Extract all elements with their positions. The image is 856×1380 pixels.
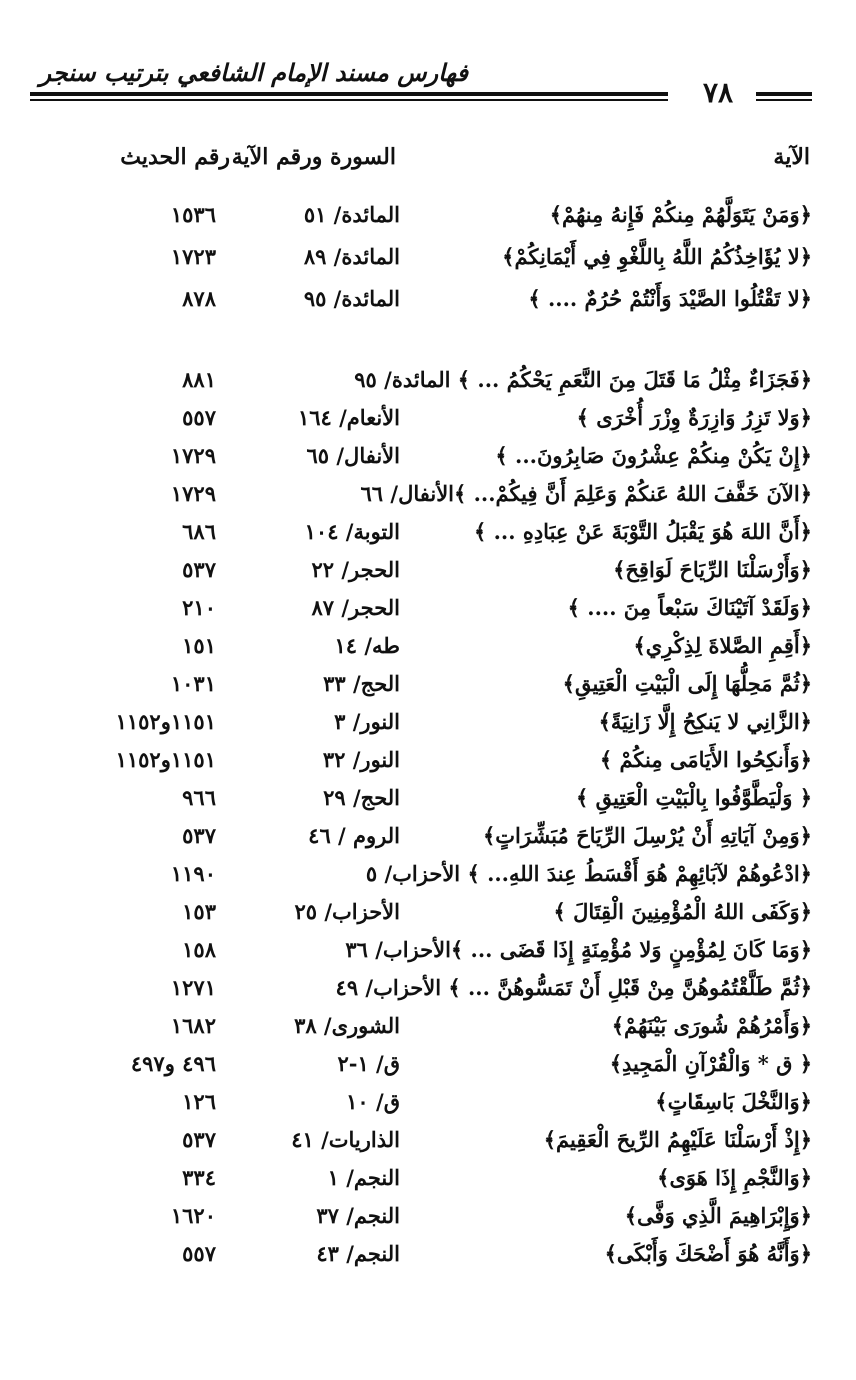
hadith-number: ١٢٦ (182, 1089, 216, 1114)
surah-ref: المائدة/ ٨٩ (303, 244, 400, 269)
header-rule (756, 92, 812, 96)
index-row (0, 823, 856, 859)
page-number: ٧٨ (702, 76, 734, 109)
header-rule (756, 99, 812, 101)
ayah-text: ﴿ ق * وَالْقُرْآنِ الْمَجِيدِ﴾ (609, 1051, 812, 1076)
surah-ref: طه/ ١٤ (334, 633, 400, 658)
surah-ref: النجم/ ٤٣ (316, 1241, 400, 1266)
ayah-text: ﴿وَأَرْسَلْنَا الرِّيَاحَ لَوَاقِحَ﴾ (613, 557, 812, 582)
index-row (0, 1089, 856, 1125)
header-rule (30, 92, 668, 96)
hadith-number: ١١٩٠ (170, 861, 216, 886)
index-row (0, 595, 856, 631)
index-row (0, 671, 856, 707)
index-row (0, 367, 856, 403)
index-row (0, 1127, 856, 1163)
hadith-number: ١٥٣٦ (170, 202, 216, 227)
ayah-text: ﴿وَإِبْرَاهِيمَ الَّذِي وَفَّى﴾ (624, 1203, 812, 1228)
hadith-number: ٩٦٦ (182, 785, 216, 810)
surah-ref: الذاريات/ ٤١ (291, 1127, 400, 1152)
ayah-text: ﴿إِذْ أَرْسَلْنَا عَلَيْهِمُ الرِّيحَ الْعَقِيمَ﴾ (543, 1127, 812, 1152)
surah-ref: الروم / ٤٦ (308, 823, 400, 848)
ayah-text: ﴿أَقِمِ الصَّلاةَ لِذِكْرِي﴾ (633, 633, 812, 658)
surah-ref: الحج/ ٢٩ (323, 785, 400, 810)
surah-ref: النور/ ٣٢ (322, 747, 400, 772)
index-row (0, 747, 856, 783)
surah-ref: ق/ ١٠ (346, 1089, 400, 1114)
surah-ref: الأنعام/ ١٦٤ (297, 405, 400, 430)
surah-ref: التوبة/ ١٠٤ (304, 519, 400, 544)
index-row (0, 633, 856, 669)
ayah-text: ﴿فَجَزَاءٌ مِثْلُ مَا قَتَلَ مِنَ النَّعَمِ يَحْكُمُ ... ﴾ المائدة/ ٩٥ (354, 367, 812, 392)
hadith-number: ١٧٢٩ (170, 481, 216, 506)
hadith-number: ١٢٧١ (170, 975, 216, 1000)
ayah-text: ﴿أَنَّ اللهَ هُوَ يَقْبَلُ التَّوْبَةَ عَنْ عِبَادِهِ ... ﴾ (473, 519, 812, 544)
ayah-text: ﴿لا يُؤَاخِذُكُمُ اللَّهُ بِاللَّغْوِ فِي أَيْمَانِكُمْ﴾ (502, 244, 812, 269)
hadith-number: ٥٥٧ (182, 405, 216, 430)
surah-ref: الحج/ ٣٣ (323, 671, 400, 696)
ayah-text: ﴿وَلا تَزِرُ وَازِرَةٌ وِزْرَ أُخْرَى ﴾ (576, 405, 812, 430)
index-row (0, 861, 856, 897)
ayah-text: ﴿وَكَفَى اللهُ الْمُؤْمِنِينَ الْقِتَالَ ﴾ (553, 899, 812, 924)
hadith-number: ١٥٨ (182, 937, 216, 962)
hadith-number: ٥٣٧ (182, 557, 216, 582)
ayah-text: ﴿ وَلْيَطَّوَّفُوا بِالْبَيْتِ الْعَتِيقِ ﴾ (575, 785, 812, 810)
surah-ref: الشورى/ ٣٨ (294, 1013, 400, 1038)
hadith-number: ١٦٨٢ (170, 1013, 216, 1038)
hadith-number: ٢١٠ (182, 595, 216, 620)
ayah-text: ﴿إِنْ يَكُنْ مِنكُمْ عِشْرُونَ صَابِرُونَ... ﴾ (495, 443, 812, 468)
ayah-text: ﴿وَلَقَدْ آتَيْنَاكَ سَبْعاً مِنَ .... ﴾ (567, 595, 812, 620)
surah-ref: المائدة/ ٩٥ (303, 286, 400, 311)
surah-ref: الحجر/ ٢٢ (311, 557, 400, 582)
ayah-text: ﴿وَمِنْ آيَاتِهِ أَنْ يُرْسِلَ الرِّيَاحَ مُبَشِّرَاتٍ﴾ (482, 823, 812, 848)
hadith-number: ٦٨٦ (182, 519, 216, 544)
index-row (0, 975, 856, 1011)
hadith-number: ٣٣٤ (182, 1165, 216, 1190)
hadith-number: ١٠٣١ (170, 671, 216, 696)
hadith-number: ٥٣٧ (182, 1127, 216, 1152)
surah-ref: المائدة/ ٥١ (303, 202, 400, 227)
surah-ref: النجم/ ١ (327, 1165, 400, 1190)
index-row (0, 709, 856, 745)
ayah-text: ﴿الآنَ خَفَّفَ اللهُ عَنكُمْ وَعَلِمَ أَنَّ فِيكُمْ... ﴾الأنفال/ ٦٦ (360, 481, 812, 506)
ayah-text: ﴿وَأَنكِحُوا الأَيَامَى مِنكُمْ ﴾ (599, 747, 812, 772)
index-row (0, 899, 856, 935)
hadith-number: ٥٥٧ (182, 1241, 216, 1266)
ayah-text: ﴿ثُمَّ مَحِلُّهَا إِلَى الْبَيْتِ الْعَتِيقِ﴾ (562, 671, 812, 696)
ayah-text: ﴿ثُمَّ طَلَّقْتُمُوهُنَّ مِنْ قَبْلِ أَنْ تَمَسُّوهُنَّ ... ﴾ الأحزاب/ ٤٩ (335, 975, 812, 1000)
hadith-number: ١٧٢٩ (170, 443, 216, 468)
index-row (0, 519, 856, 555)
index-row (0, 557, 856, 593)
surah-ref: النور/ ٣ (334, 709, 400, 734)
index-row (0, 1013, 856, 1049)
index-row (0, 1241, 856, 1277)
column-header-ayah: الآية (773, 144, 810, 170)
index-row (0, 1051, 856, 1087)
hadith-number: ٨٧٨ (182, 286, 216, 311)
header-rule (30, 99, 668, 101)
ayah-text: ﴿ادْعُوهُمْ لآبَائِهِمْ هُوَ أَقْسَطُ عِندَ اللهِ... ﴾ الأحزاب/ ٥ (365, 861, 812, 886)
index-row (0, 1165, 856, 1201)
page-header (30, 58, 812, 108)
surah-ref: النجم/ ٣٧ (316, 1203, 400, 1228)
hadith-number: ١١٥١و١١٥٢ (115, 747, 216, 772)
index-row (0, 937, 856, 973)
hadith-number: ١١٥١و١١٥٢ (115, 709, 216, 734)
hadith-number: ٥٣٧ (182, 823, 216, 848)
surah-ref: الأحزاب/ ٢٥ (294, 899, 400, 924)
hadith-number: ٨٨١ (182, 367, 216, 392)
ayah-text: ﴿وَمَنْ يَتَوَلَّهُمْ مِنكُمْ فَإِنهُ مِنهُمْ﴾ (549, 202, 812, 227)
surah-ref: الحجر/ ٨٧ (311, 595, 400, 620)
running-title: فهارس مسند الإمام الشافعي بترتيب سنجر (39, 58, 468, 87)
hadith-number: ١٧٢٣ (170, 244, 216, 269)
ayah-text: ﴿وَأَمْرُهُمْ شُورَى بَيْنَهُمْ﴾ (611, 1013, 812, 1038)
index-row (0, 244, 856, 280)
index-row (0, 481, 856, 517)
hadith-number: ١٥٣ (182, 899, 216, 924)
ayah-text: ﴿الزَّانِي لا يَنكِحُ إِلَّا زَانِيَةً﴾ (598, 709, 812, 734)
index-row (0, 286, 856, 322)
surah-ref: ق/ ١-٢ (337, 1051, 400, 1076)
column-header-surah: السورة ورقم الآية (231, 144, 396, 170)
index-row (0, 202, 856, 238)
ayah-text: ﴿وَمَا كَانَ لِمُؤْمِنٍ وَلا مُؤْمِنَةٍ إِذَا قَضَى ... ﴾الأحزاب/ ٣٦ (345, 937, 812, 962)
index-row (0, 405, 856, 441)
hadith-number: ١٥١ (182, 633, 216, 658)
ayah-text: ﴿وَالنَّجْمِ إِذَا هَوَى﴾ (657, 1165, 812, 1190)
column-headers (0, 144, 856, 180)
surah-ref: الأنفال/ ٦٥ (306, 443, 400, 468)
ayah-text: ﴿وَالنَّخْلَ بَاسِقَاتٍ﴾ (655, 1089, 812, 1114)
index-row (0, 785, 856, 821)
hadith-number: ١٦٢٠ (170, 1203, 216, 1228)
ayah-text: ﴿وَأَنَّهُ هُوَ أَضْحَكَ وَأَبْكَى﴾ (604, 1241, 812, 1266)
hadith-number: ٤٩٦ و٤٩٧ (130, 1051, 216, 1076)
ayah-text: ﴿لا تَقْتُلُوا الصَّيْدَ وَأَنْتُمْ حُرُمٌ .... ﴾ (528, 286, 812, 311)
column-header-hadith: رقم الحديث (120, 144, 230, 170)
index-row (0, 443, 856, 479)
index-row (0, 1203, 856, 1239)
